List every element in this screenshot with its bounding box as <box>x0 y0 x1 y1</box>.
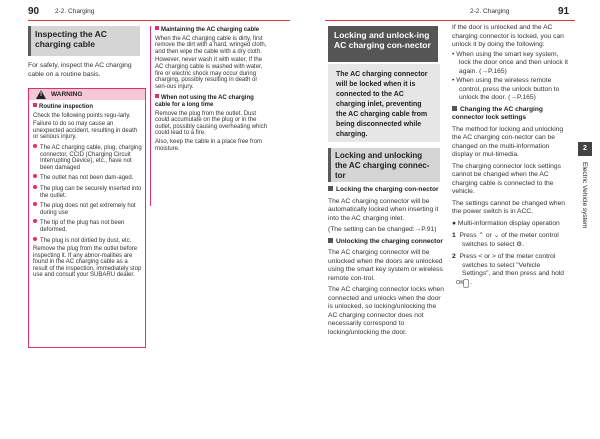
gear-icon: ⚙ <box>516 240 523 248</box>
chapter-tab-label: Electric Vehicle system <box>581 162 588 229</box>
locking-p2: (The setting can be changed:→P.91) <box>328 226 437 233</box>
inspection-bullet: The AC charging cable, plug, charging connector, CCID (Charging Circuit Interrupting Device), etc., have not been damaged <box>33 144 142 171</box>
left-page-number: 90 <box>28 6 40 17</box>
square-bullet-icon <box>328 186 333 191</box>
unlock-p1: If the door is unlocked and the AC charging connector is locked, you can unlock it by doing the following: <box>452 24 564 48</box>
routine-inspection-heading: Routine inspection <box>33 103 142 111</box>
inspection-bullet: The plug can be securely inserted into the outlet. <box>33 185 142 199</box>
settings-p2: The method for locking and unlocking the AC charging con-nector can be changed on the multi-information display or mul-timedia. <box>452 125 564 158</box>
unlock-dash-item: • When using the wireless remote control, press the unlock button to unlock the door. (→P.165) <box>452 77 560 101</box>
unlocking-connector-heading: Unlocking the charging connector <box>328 238 444 247</box>
mid-operation-bullet: ● Multi-information display operation <box>452 219 560 227</box>
square-bullet-icon <box>452 106 457 111</box>
warning-box <box>28 88 146 348</box>
left-section-title: 2-2. Charging <box>55 8 95 15</box>
unlocking-p3: The AC charging connector will be unlocked when the doors are unlocked using the smart key system or wireless remote con-trol. <box>328 249 443 282</box>
right-header-rule <box>325 20 575 21</box>
locking-summary-box: The AC charging connector will be locked when it is connected to the AC charging inlet, preventing the AC charging cable from being disconnected while charging. <box>328 64 440 142</box>
heading-locking-unlocking: Locking and unlocking the AC charging connec-tor <box>328 148 440 182</box>
changing-settings-heading: Changing the AC charging connector lock settings <box>452 105 543 121</box>
warning-continuation <box>155 26 270 152</box>
unlocking-p4: The AC charging connector locks when connected and unlocks when the door is unlocked, so locking/unlocking the AC charging connector does not necessarily correspond to locking/unlocking the door. <box>328 286 444 336</box>
ok-key-icon: OK <box>463 279 469 288</box>
right-arrow-icon: > <box>492 253 496 260</box>
inspection-bullet: The plug is not dirtied by dust, etc. <box>33 237 142 245</box>
inspect-intro: For safety, inspect the AC charging cable on a routine basis. <box>28 62 132 78</box>
routine-p2: Failure to do so may cause an unexpected accident, resulting in death or serious injury. <box>33 121 138 141</box>
warning-triangle-icon: ! <box>36 90 46 99</box>
routine-p1: Check the following points regu-larly. <box>33 112 131 119</box>
long-time-p4: Also, keep the cable in a place free from moisture. <box>155 138 263 152</box>
section-title-locking: Locking and unlock-ing AC charging con-nector <box>328 26 438 62</box>
inspection-bullet: The outlet has not been dam-aged. <box>33 174 142 182</box>
inspection-bullet: The plug does not get extremely hot during use <box>33 202 142 216</box>
warning-header <box>29 89 145 100</box>
down-arrow-icon: ⌄ <box>493 232 500 239</box>
chapter-tab: 2 <box>578 142 592 156</box>
right-page-number: 91 <box>558 6 570 17</box>
step-1: 1 Press ⌃ or ⌄ of the meter control switches to select ⚙. <box>452 232 559 248</box>
square-bullet-icon <box>155 26 159 30</box>
unlock-dash-item: • When using the smart key system, lock the door once and then unlock it again. (→P.165) <box>452 50 568 75</box>
inspection-bullet: The tip of the plug has not been deformed. <box>33 219 142 233</box>
maintaining-p1: When the AC charging cable is dirty, first remove the dirt with a hard, wringed cloth, and then wipe the cable with a dry cloth. <box>155 35 267 55</box>
long-time-p3: Remove the plug from the outlet. Dust could accumulate on the plug or in the outlet, possibly causing overheating which could lead to a fire. <box>155 110 268 137</box>
warning-continuation-rule <box>150 26 151 206</box>
routine-p3: Remove the plug from the outlet before inspecting it. If any abnor-malities are found in the AC charging cable as a result of the inspection, immediately stop use and consult your SUBARU dealer. <box>33 246 142 279</box>
right-section-title: 2-2. Charging <box>470 8 510 15</box>
long-time-heading: When not using the AC charging cable for a long time <box>155 95 254 108</box>
left-header-rule <box>28 20 290 21</box>
maintaining-p2: However, never wash it with water. If the AC charging cable is washed with water, fire or electric shock may occur during charging, possibly resulting in death or seri-ous injury. <box>155 57 263 90</box>
square-bullet-icon <box>33 103 37 107</box>
right-column <box>452 24 570 288</box>
step-2: 2 Press < or > of the meter control switches to select "Vehicle Settings", and then press and hold OK . <box>452 253 565 286</box>
settings-p3: The charging connector lock settings cannot be changed when the AC charging cable is connected to the vehicle. <box>452 162 561 195</box>
warning-title: WARNING <box>51 91 83 98</box>
left-arrow-icon: < <box>478 253 483 260</box>
up-arrow-icon: ⌃ <box>478 232 485 239</box>
locking-p1: The AC charging connector will be automatically locked when inserting it into the AC charging inlet. <box>328 197 439 222</box>
settings-p4: The settings cannot be changed when the power switch is in ACC. <box>452 199 566 215</box>
locking-body <box>328 186 444 337</box>
locking-connector-heading: Locking the charging con-nector <box>328 186 444 195</box>
maintaining-heading: Maintaining the AC charging cable <box>155 26 270 34</box>
square-bullet-icon <box>155 94 159 98</box>
square-bullet-icon <box>328 238 333 243</box>
section-heading-inspecting: Inspecting the AC charging cable <box>28 26 140 56</box>
